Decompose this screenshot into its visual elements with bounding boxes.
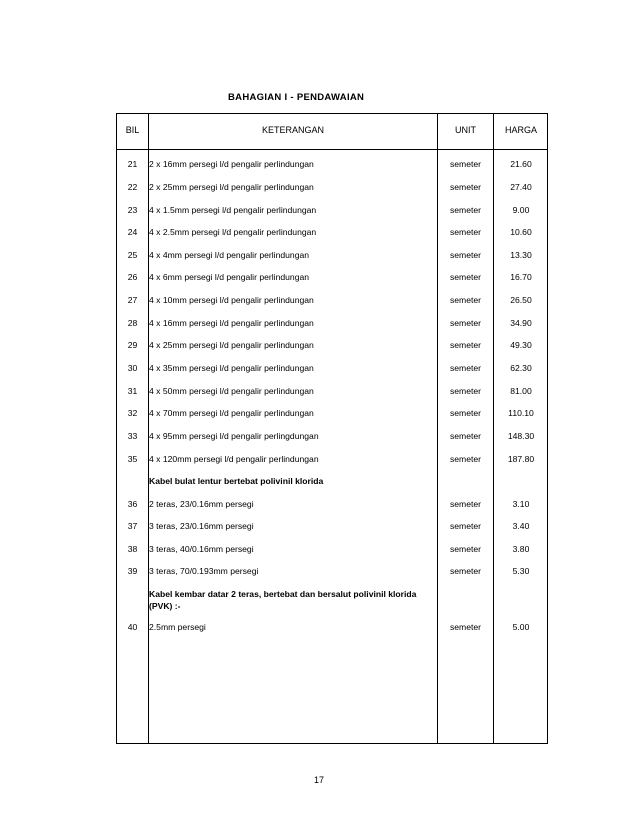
unit-cell: semeter	[449, 544, 482, 554]
bil-cell: 31	[127, 386, 138, 396]
unit-cell: semeter	[449, 295, 482, 305]
bil-cell: 30	[127, 363, 138, 373]
harga-cell: 49.30	[510, 340, 532, 350]
table-row	[117, 521, 547, 532]
harga-cell: 26.50	[510, 295, 532, 305]
keterangan-cell: 4 x 95mm persegi l/d pengalir perlingdungan	[149, 431, 319, 441]
unit-cell: semeter	[449, 159, 482, 169]
bil-cell: 39	[127, 566, 138, 576]
unit-cell: semeter	[449, 499, 482, 509]
table-row	[117, 363, 547, 374]
header-divider	[117, 149, 547, 150]
unit-cell: semeter	[449, 182, 482, 192]
table-row	[117, 544, 547, 555]
harga-cell: 187.80	[507, 454, 535, 464]
unit-cell: semeter	[449, 340, 482, 350]
table-row	[117, 250, 547, 261]
harga-cell: 62.30	[510, 363, 532, 373]
harga-cell: 3.80	[512, 544, 530, 554]
harga-cell: 10.60	[510, 227, 532, 237]
table-row	[117, 159, 547, 170]
keterangan-cell: 4 x 2.5mm persegi l/d pengalir perlindungan	[149, 227, 317, 237]
harga-cell: 13.30	[510, 250, 532, 260]
harga-cell: 9.00	[512, 205, 530, 215]
table-row	[117, 431, 547, 442]
header-bil: BIL	[125, 125, 140, 135]
bil-cell: 25	[127, 250, 138, 260]
bil-cell: 24	[127, 227, 138, 237]
unit-cell: semeter	[449, 454, 482, 464]
keterangan-cell: 3 teras, 23/0.16mm persegi	[149, 521, 254, 531]
keterangan-cell: 4 x 120mm persegi l/d pengalir perlindungan	[149, 454, 319, 464]
keterangan-cell: 2 x 25mm persegi l/d pengalir perlindungan	[149, 182, 314, 192]
bil-cell: 40	[127, 622, 138, 632]
bil-cell: 21	[127, 159, 138, 169]
table-row	[117, 622, 547, 633]
harga-cell: 5.00	[512, 622, 530, 632]
harga-cell: 148.30	[507, 431, 535, 441]
keterangan-cell: 4 x 70mm persegi l/d pengalir perlindungan	[149, 408, 314, 418]
harga-cell: 21.60	[510, 159, 532, 169]
keterangan-cell: 4 x 4mm persegi l/d pengalir perlindungan	[149, 250, 310, 260]
bil-cell: 35	[127, 454, 138, 464]
unit-cell: semeter	[449, 250, 482, 260]
unit-cell: semeter	[449, 272, 482, 282]
keterangan-cell: 4 x 1.5mm persegi l/d pengalir perlindungan	[149, 205, 317, 215]
bil-cell: 26	[127, 272, 138, 282]
table-row	[117, 205, 547, 216]
unit-cell: semeter	[449, 408, 482, 418]
unit-cell: semeter	[449, 622, 482, 632]
keterangan-cell: 4 x 25mm persegi l/d pengalir perlindungan	[149, 340, 314, 350]
unit-cell: semeter	[449, 431, 482, 441]
unit-cell: semeter	[449, 386, 482, 396]
keterangan-cell: 2 teras, 23/0.16mm persegi	[149, 499, 254, 509]
harga-cell: 3.40	[512, 521, 530, 531]
unit-cell: semeter	[449, 363, 482, 373]
bil-cell: 27	[127, 295, 138, 305]
group-heading: Kabel bulat lentur bertebat polivinil klorida	[149, 476, 324, 486]
unit-cell: semeter	[449, 227, 482, 237]
harga-cell: 3.10	[512, 499, 530, 509]
bil-cell: 32	[127, 408, 138, 418]
bil-cell: 33	[127, 431, 138, 441]
keterangan-cell: 2 x 16mm persegi l/d pengalir perlindungan	[149, 159, 314, 169]
table-row	[117, 340, 547, 351]
harga-cell: 81.00	[510, 386, 532, 396]
price-table	[116, 113, 548, 744]
keterangan-cell: 4 x 35mm persegi l/d pengalir perlindungan	[149, 363, 314, 373]
harga-cell: 16.70	[510, 272, 532, 282]
keterangan-cell: 2.5mm persegi	[149, 622, 206, 632]
keterangan-cell: 3 teras, 70/0.193mm persegi	[149, 566, 259, 576]
bil-cell: 22	[127, 182, 138, 192]
group-heading-continued: (PVK) :-	[149, 601, 181, 611]
harga-cell: 27.40	[510, 182, 532, 192]
table-row	[117, 295, 547, 306]
header-unit: UNIT	[455, 125, 476, 135]
table-row	[117, 182, 547, 193]
bil-cell: 38	[127, 544, 138, 554]
keterangan-cell: 4 x 50mm persegi l/d pengalir perlindungan	[149, 386, 314, 396]
unit-cell: semeter	[449, 521, 482, 531]
table-row	[117, 386, 547, 397]
bil-cell: 28	[127, 318, 138, 328]
unit-cell: semeter	[449, 318, 482, 328]
table-row	[117, 408, 547, 419]
table-row	[117, 566, 547, 577]
group-heading: Kabel kembar datar 2 teras, bertebat dan bersalut polivinil klorida	[149, 589, 417, 599]
keterangan-cell: 4 x 16mm persegi l/d pengalir perlindungan	[149, 318, 314, 328]
keterangan-cell: 4 x 6mm persegi l/d pengalir perlindungan	[149, 272, 310, 282]
table-row	[117, 318, 547, 329]
unit-cell: semeter	[449, 205, 482, 215]
bil-cell: 23	[127, 205, 138, 215]
page-number: 17	[313, 775, 324, 785]
header-keterangan: KETERANGAN	[261, 125, 324, 135]
keterangan-cell: 4 x 10mm persegi l/d pengalir perlindungan	[149, 295, 314, 305]
harga-cell: 5.30	[512, 566, 530, 576]
table-row	[117, 454, 547, 465]
table-row	[117, 227, 547, 238]
header-harga: HARGA	[504, 125, 537, 135]
bil-cell: 29	[127, 340, 138, 350]
bil-cell: 37	[127, 521, 138, 531]
section-title: BAHAGIAN I - PENDAWAIAN	[228, 92, 365, 103]
harga-cell: 34.90	[510, 318, 532, 328]
unit-cell: semeter	[449, 566, 482, 576]
bil-cell: 36	[127, 499, 138, 509]
table-row	[117, 499, 547, 510]
table-row	[117, 272, 547, 283]
harga-cell: 110.10	[508, 408, 534, 418]
keterangan-cell: 3 teras, 40/0.16mm persegi	[149, 544, 254, 554]
